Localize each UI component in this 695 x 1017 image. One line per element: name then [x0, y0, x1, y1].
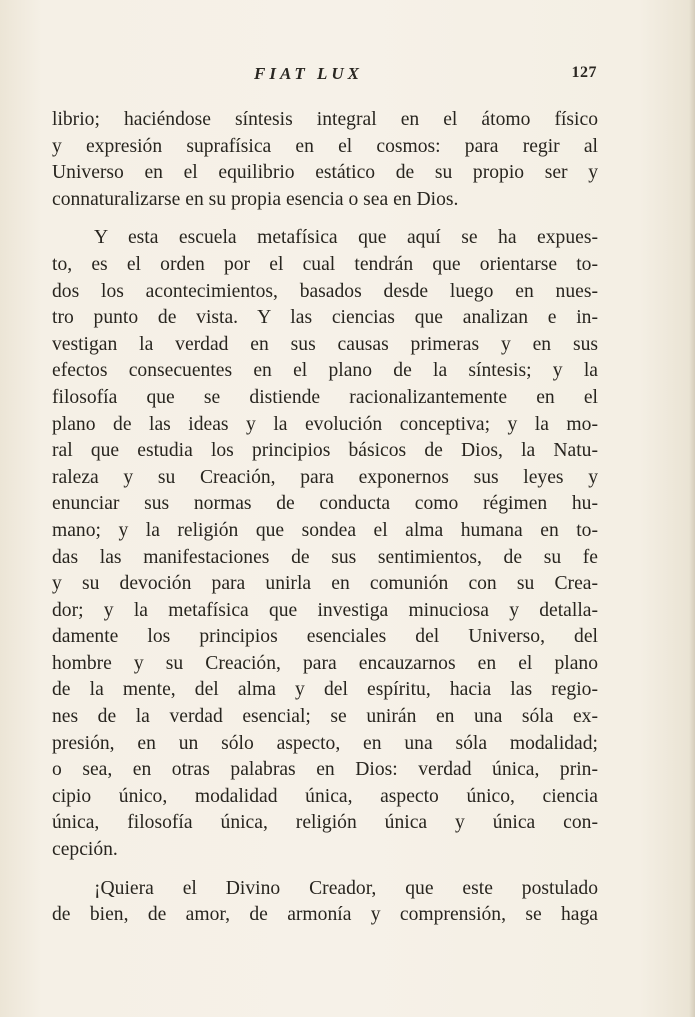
paragraph-gap	[52, 864, 598, 876]
text-line: Y esta escuela metafísica que aquí se ha expues-	[94, 227, 598, 249]
text-line: o sea, en otras palabras en Dios: verdad única, prin-	[52, 759, 598, 781]
text-line: de la mente, del alma y del espíritu, hacia las regio-	[52, 679, 598, 701]
text-line: de bien, de amor, de armonía y comprensión, se haga	[52, 904, 598, 926]
text-line: presión, en un sólo aspecto, en una sóla modalidad;	[52, 732, 598, 754]
page-number: 127	[571, 64, 597, 81]
text-line: tro punto de vista. Y las ciencias que analizan e in-	[52, 307, 598, 329]
page-edge-shadow	[689, 0, 695, 1017]
text-line: única, filosofía única, religión única y única con-	[52, 812, 598, 834]
text-line: to, es el orden por el cual tendrán que orientarse to-	[52, 253, 598, 275]
text-line: cipio único, modalidad única, aspecto único, ciencia	[52, 785, 598, 807]
text-line: nes de la verdad esencial; se unirán en una sóla ex-	[52, 706, 598, 728]
paragraph-1	[52, 107, 598, 213]
text-line: dos los acontecimientos, basados desde luego en nues-	[52, 280, 598, 302]
paragraph-2	[52, 225, 598, 863]
text-line: raleza y su Creación, para exponernos sus leyes y	[52, 466, 598, 488]
text-line: y su devoción para unirla en comunión con su Crea-	[52, 573, 598, 595]
body-text	[52, 107, 598, 929]
text-line: Universo en el equilibrio estático de su propio ser y	[52, 162, 598, 184]
text-line: dor; y la metafísica que investiga minuciosa y detalla-	[52, 599, 598, 621]
text-line: efectos consecuentes en el plano de la síntesis; y la	[52, 360, 598, 382]
paragraph-3	[52, 876, 598, 929]
text-line: das las manifestaciones de sus sentimientos, de su fe	[52, 546, 598, 568]
text-line: damente los principios esenciales del Universo, del	[52, 626, 598, 648]
text-line: librio; haciéndose síntesis integral en el átomo físico	[52, 109, 598, 130]
text-line: filosofía que se distiende racionalizantemente en el	[52, 386, 598, 408]
text-line: cepción.	[52, 839, 118, 861]
text-line: mano; y la religión que sondea el alma humana en to-	[52, 519, 598, 541]
text-line: ral que estudia los principios básicos de Dios, la Natu-	[52, 440, 598, 462]
text-line: ¡Quiera el Divino Creador, que este postulado	[94, 877, 598, 899]
text-line: connaturalizarse en su propia esencia o sea en Dios.	[52, 188, 459, 210]
running-title: FIAT LUX	[254, 64, 363, 83]
text-line: plano de las ideas y la evolución conceptiva; y la mo-	[52, 413, 598, 435]
text-line: vestigan la verdad en sus causas primeras y en sus	[52, 333, 598, 355]
running-header	[0, 64, 695, 90]
text-line: hombre y su Creación, para encauzarnos en el plano	[52, 652, 598, 674]
text-line: enunciar sus normas de conducta como régimen hu-	[52, 493, 598, 515]
text-line: y expresión suprafísica en el cosmos: para regir al	[52, 135, 598, 157]
paragraph-gap	[52, 213, 598, 225]
